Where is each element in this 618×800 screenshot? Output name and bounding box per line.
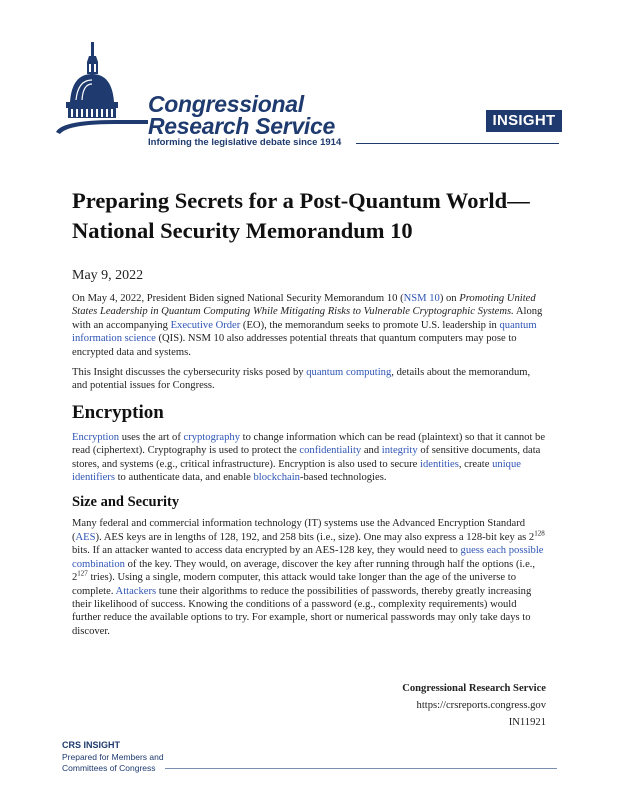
text: to authenticate data, and enable	[114, 472, 254, 484]
link-aes[interactable]: AES	[75, 531, 96, 543]
link-blockchain[interactable]: blockchain	[253, 472, 300, 484]
text: ) on	[439, 293, 460, 304]
org-name-line1: Congressional	[148, 91, 304, 117]
crs-logo	[56, 40, 566, 152]
text: (QIS). NSM 10 also addresses potential threats that quantum computers may pose to encrypted data and systems.	[72, 333, 517, 358]
section-heading-size-and-security: Size and Security	[72, 494, 180, 511]
exponent-127: 127	[77, 569, 88, 578]
org-name-line2: Research Service	[148, 113, 336, 139]
insight-badge: INSIGHT	[486, 110, 562, 132]
text: to change information which can be read (plaintext) so that it cannot be read (ciphertext). Cryptography is used to protect the	[72, 431, 546, 457]
text: tune their algorithms to reduce the possibilities of passwords, thereby greatly increasing their likelihood of success. Knowing the conditions of a password (e.g., complexity requirements) would further reduce the available options to try. For example, short or numerical passwords may only take days to discover.	[72, 585, 532, 637]
footer-label: CRS INSIGHT	[62, 740, 121, 750]
link-attackers[interactable]: Attackers	[115, 585, 157, 597]
link-quantum-information-science[interactable]: quantum information science	[72, 319, 537, 345]
link-guess-each-possible-combination[interactable]: guess each possible combination	[72, 545, 544, 570]
footer-rule	[165, 768, 557, 769]
intro-paragraph-2	[72, 366, 548, 393]
text: Along with an accompanying	[72, 306, 543, 331]
article-body	[72, 292, 548, 645]
footer-url[interactable]: https://crsreports.congress.gov	[416, 700, 546, 711]
footer-line-2: Prepared for Members and	[62, 751, 164, 762]
text: tries). Using a single, modern computer, this attack would take longer than the age of the universe to complete.	[72, 572, 517, 597]
text: ). AES keys are in lengths of 128, 192, and 258 bits (i.e., size). One may also express a 128-bit key as 2	[95, 531, 535, 543]
exponent-128: 128	[534, 529, 545, 538]
link-encryption[interactable]: Encryption	[72, 431, 120, 443]
text: This Insight discusses the cybersecurity risks posed by	[72, 367, 307, 379]
text: , details about the memorandum, and potential issues for Congress.	[72, 367, 531, 392]
link-nsm-10[interactable]: NSM 10	[403, 293, 440, 304]
text: , create	[458, 458, 493, 470]
footer-line-3: Committees of Congress	[62, 763, 156, 773]
link-executive-order[interactable]: Executive Order	[170, 319, 241, 331]
publication-date: May 9, 2022	[72, 268, 144, 283]
size-security-paragraph	[72, 517, 548, 638]
report-footer	[402, 680, 546, 731]
text: bits. If an attacker wanted to access data encrypted by an AES-128 key, they would need to	[72, 545, 461, 557]
page-title: Preparing Secrets for a Post-Quantum World—National Security Memorandum 10	[72, 188, 530, 243]
link-unique-identifiers[interactable]: unique identifiers	[72, 458, 521, 484]
text: Many federal and commercial information technology (IT) systems use the Advanced Encryption Standard (	[72, 518, 526, 543]
encryption-paragraph	[72, 431, 548, 485]
text: (EO), the memorandum seeks to promote U.S. leadership in	[240, 319, 500, 331]
link-integrity[interactable]: integrity	[381, 445, 418, 457]
link-identities[interactable]: identities	[420, 458, 459, 470]
link-cryptography[interactable]: cryptography	[183, 431, 240, 443]
text: uses the art of	[119, 431, 184, 443]
report-id: IN11921	[508, 717, 546, 728]
text: -based technologies.	[299, 472, 387, 484]
text: of sensitive documents, data stores, and systems (e.g., critical infrastructure). Encryption is also used to secure	[72, 445, 541, 470]
text: of the key. They would, on average, discover the key after running through half the options (i.e., 2	[72, 558, 536, 584]
section-heading-encryption: Encryption	[72, 401, 164, 423]
org-tagline: Informing the legislative debate since 1914	[148, 137, 342, 148]
memo-title-italic: Promoting United States Leadership in Quantum Computing While Mitigating Risks to Vulnerable Cryptographic Systems.	[72, 293, 536, 318]
text: and	[361, 445, 382, 457]
link-confidentiality[interactable]: confidentiality	[299, 445, 362, 457]
tagline-rule	[356, 143, 559, 144]
intro-paragraph-1	[72, 292, 548, 359]
text: On May 4, 2022, President Biden signed National Security Memorandum 10 (	[72, 293, 404, 304]
crs-insight-footer	[62, 740, 164, 775]
link-quantum-computing[interactable]: quantum computing	[306, 367, 392, 379]
footer-org: Congressional Research Service	[402, 683, 546, 694]
